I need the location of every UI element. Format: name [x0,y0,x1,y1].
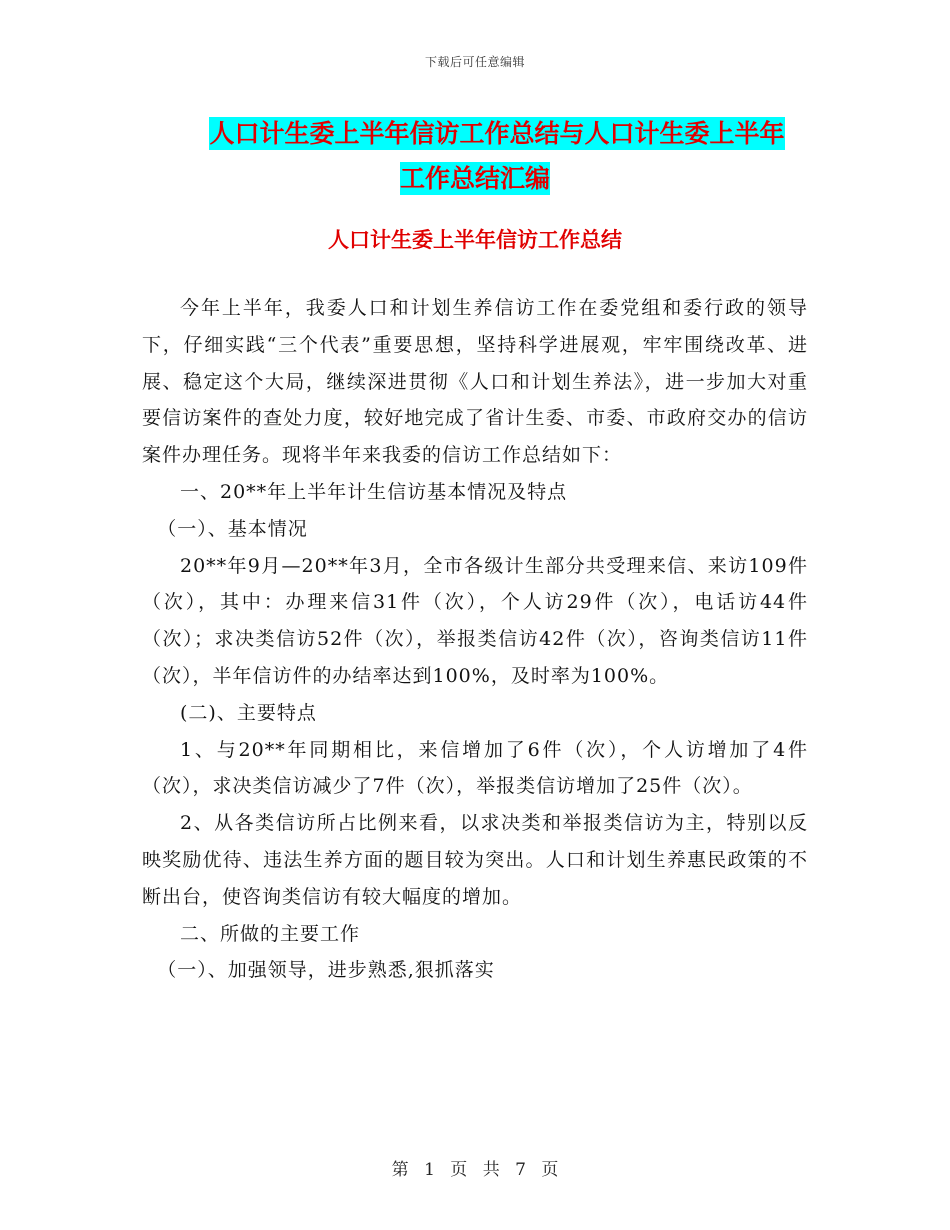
page-total: 7 [515,1160,526,1180]
header-note: 下载后可任意编辑 [424,55,525,69]
paragraph-feature-1: 1、与20**年同期相比，来信增加了6件（次），个人访增加了4件（次），求决类信访减少了7件（次），举报类信访增加了25件（次）。 [142,738,808,798]
heading-section-1: 一、20**年上半年计生信访基本情况及特点 [180,480,568,503]
heading-main-features: (二)、主要特点 [180,701,317,724]
section-title: 人口计生委上半年信访工作总结 [328,228,622,252]
footer-prefix: 第 [391,1160,409,1180]
paragraph-statistics: 20**年9月—20**年3月，全市各级计生部分共受理来信、来访109件（次），其中：办理来信31件（次），个人访29件（次），电话访44件（次）；求决类信访52件（次），举报类信访42件（次），咨询类信访11件（次），半年信访件的办结率达到100%，及时率为100%。 [142,554,808,687]
paragraph-feature-2: 2、从各类信访所占比例来看，以求决类和举报类信访为主，特别以反映奖励优待、违法生养方面的题目较为突出。人口和计划生养惠民政策的不断出台，使咨询类信访有较大幅度的增加。 [142,812,808,908]
document-title [0,111,950,201]
heading-basic-situation: （一）、基本情况 [157,517,308,540]
page-number: 1 [424,1160,435,1180]
footer-middle: 页 [450,1160,468,1180]
paragraph-intro: 今年上半年，我委人口和计划生养信访工作在委党组和委行政的领导下，仔细实践“三个代表”重要思想，坚持科学进展观，牢牢围绕改革、进展、稳定这个大局，继续深进贯彻《人口和计划生养法》，进一步加大对重要信访案件的查处力度，较好地完成了省计生委、市委、市政府交办的信访案件办理任务。现将半年来我委的信访工作总结如下： [142,297,808,467]
document-body [142,290,808,989]
title-line-2: 工作总结汇编 [399,164,550,193]
footer-suffix: 页 [541,1160,559,1180]
title-line-1: 人口计生委上半年信访工作总结与人口计生委上半年 [209,119,785,148]
footer-total-label: 共 [482,1160,500,1180]
heading-leadership: （一）、加强领导，进步熟悉,狠抓落实 [157,959,495,982]
page-footer [0,1155,950,1180]
heading-section-2: 二、所做的主要工作 [180,922,361,945]
